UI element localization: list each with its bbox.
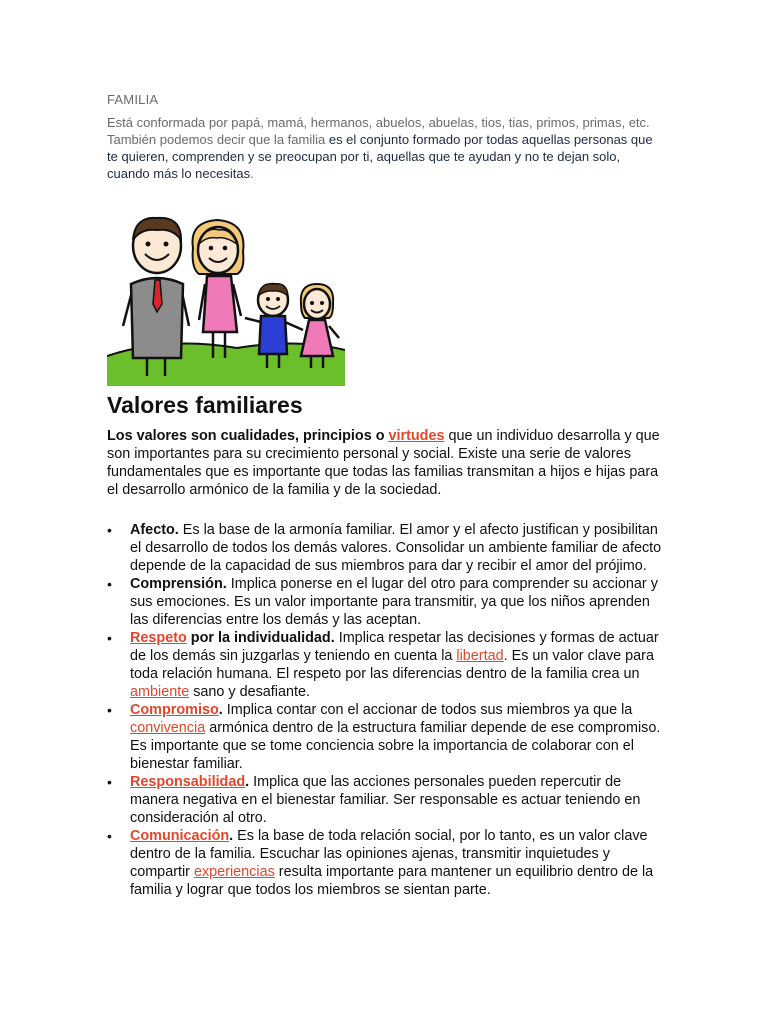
link-ambiente[interactable]: ambiente: [130, 684, 190, 700]
list-item-comprension: [107, 575, 663, 629]
value-text: . Es un valor clave para toda relación humana. El respeto por las diferencias dentro de la familia crea un: [130, 648, 654, 682]
value-text: sano y desafiante.: [189, 684, 311, 700]
link-responsabilidad[interactable]: Responsabilidad: [130, 774, 246, 790]
value-text: armónica dentro de la estructura familiar depende de ese compromiso. Es importante que se tome conciencia sobre la importancia de colaborar con el bienestar familiar.: [130, 720, 661, 772]
family-drawing-icon: [107, 208, 345, 386]
link-compromiso[interactable]: Compromiso: [130, 702, 219, 718]
value-title: Afecto.: [130, 522, 179, 538]
link-libertad[interactable]: libertad: [456, 648, 504, 664]
value-text: resulta importante para mantener un equilibrio dentro de la familia y lograr que todos los miembros se sientan parte.: [130, 864, 654, 898]
link-respeto[interactable]: Respeto: [130, 630, 187, 646]
link-experiencias[interactable]: experiencias: [193, 864, 275, 880]
value-text: Implica ponerse en el lugar del otro para comprender su accionar y sus emociones. Es un valor importante para transmitir, ya que los niños aprenden las diferencias entre los demás y las aceptan.: [130, 576, 658, 628]
intro-text-2: es el conjunto formado por todas aquellas personas que te quieren, comprenden y se preocupan por ti, aquellas que te ayudan y no te dejan solo, cuando más lo necesitas: [107, 132, 653, 181]
intro-paragraph: [107, 114, 663, 182]
list-item-comunicacion: [107, 827, 663, 899]
link-virtudes[interactable]: virtudes: [388, 428, 445, 444]
value-text: Implica respetar las decisiones y formas de actuar de los demás sin juzgarlas y teniendo en cuenta la: [130, 630, 659, 664]
value-text: Implica contar con el accionar de todos sus miembros ya que la: [222, 702, 633, 718]
list-item-afecto: [107, 521, 663, 575]
values-intro-paragraph: [107, 427, 663, 499]
value-title-rest: .: [218, 702, 223, 718]
document-heading: FAMILIA: [107, 92, 159, 107]
section-title: Valores familiares: [107, 392, 303, 418]
intro-text-1: Está conformada por papá, mamá, hermanos, abuelos, abuelas, tios, tias, primos, primas, etc. También podemos decir que la familia: [107, 115, 650, 147]
value-text: Es la base de toda relación social, por lo tanto, es un valor clave dentro de la familia. Escuchar las opiniones ajenas, transmitir inquietudes y compartir: [130, 828, 648, 880]
value-title-rest: .: [229, 828, 234, 844]
value-title: Comprensión.: [130, 576, 227, 592]
value-text: Implica que las acciones personales pueden repercutir de manera negativa en el bienestar familiar. Ser responsable es actuar teniendo en consideración al otro.: [130, 774, 641, 826]
list-item-compromiso: [107, 701, 663, 773]
intro-text-3: .: [250, 166, 254, 181]
values-intro-bold: Los valores son cualidades, principios o: [107, 428, 389, 444]
list-item-responsabilidad: [107, 773, 663, 827]
value-text: Es la base de la armonía familiar. El amor y el afecto justifican y posibilitan el desarrollo de todos los demás valores. Consolidar un ambiente familiar de afecto depende de la capacidad de sus miembros para dar y recibir el amor del prójimo.: [130, 522, 662, 574]
list-item-respeto: [107, 629, 663, 701]
link-convivencia[interactable]: convivencia: [130, 720, 206, 736]
values-list: [107, 521, 663, 899]
link-comunicacion[interactable]: Comunicación: [130, 828, 230, 844]
value-title-rest: .: [245, 774, 250, 790]
values-intro-rest: que un individuo desarrolla y que son importantes para su crecimiento personal y social. Existe una serie de valores fundamentales que es importante que todas las familias transmitan a hijos e hijas para el desarrollo armónico de la familia y de la sociedad.: [107, 428, 660, 498]
value-title-rest: por la individualidad.: [186, 630, 335, 646]
